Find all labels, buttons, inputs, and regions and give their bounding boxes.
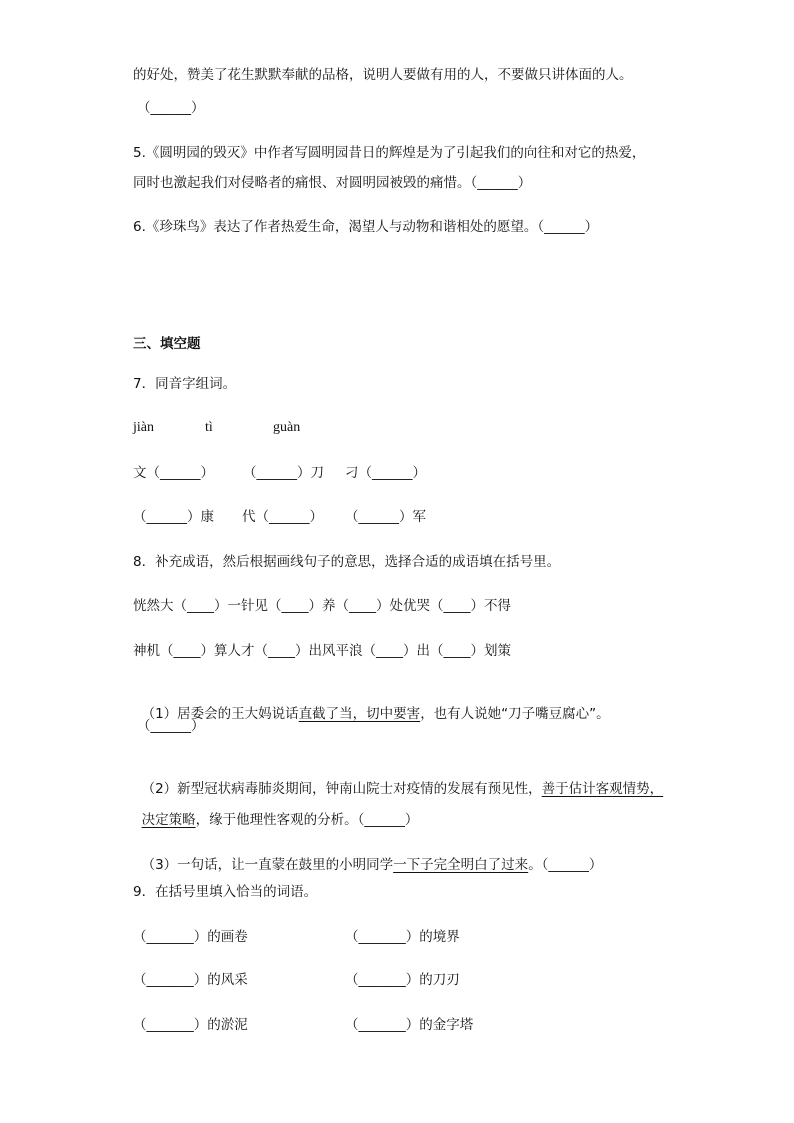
s3-post: 。（______） bbox=[528, 857, 603, 873]
q8-s1-answer[interactable]: （______） bbox=[137, 718, 205, 734]
s2-pre: （2）新型冠状病毒肺炎期间，钟南山院士对疫情的发展有预见性， bbox=[141, 781, 542, 797]
q4-tail-text: 的好处，赞美了花生默默奉献的品格，说明人要做有用的人，不要做只讲体面的人。 bbox=[133, 67, 633, 83]
s2-underline-1: 善于估计客观情势， bbox=[541, 781, 664, 797]
q4-answer-paren[interactable]: （______） bbox=[137, 100, 205, 116]
s3-underline: 一下子完全明白了过来 bbox=[393, 857, 529, 873]
q9-left-3[interactable]: （_______）的淤泥 bbox=[133, 1017, 248, 1033]
s2-post: ，缘于他理性客观的分析。（______） bbox=[195, 812, 419, 828]
q8-sentence-1 bbox=[133, 687, 610, 723]
q6-text: 6.《珍珠鸟》表达了作者热爱生命，渴望人与动物和谐相处的愿望。（______） bbox=[133, 219, 599, 235]
q9-left-1[interactable]: （_______）的画卷 bbox=[133, 929, 248, 945]
q8-prompt: 8．补充成语，然后根据画线句子的意思，选择合适的成语填在括号里。 bbox=[133, 554, 561, 570]
q7-r2-c1[interactable]: （______）康 bbox=[133, 509, 214, 525]
pinyin-guan: guàn bbox=[273, 420, 301, 435]
q7-prompt: 7．同音字组词。 bbox=[133, 376, 237, 392]
q5-line-1: 5.《圆明园的毁灭》中作者写圆明园昔日的辉煌是为了引起我们的向往和对它的热爱， bbox=[133, 145, 646, 161]
s1-underline: 直截了当，切中要害 bbox=[298, 706, 421, 722]
q9-prompt: 9．在括号里填入恰当的词语。 bbox=[133, 884, 318, 900]
q7-r1-c1[interactable]: 文（______） bbox=[133, 465, 214, 481]
q9-left-2[interactable]: （_______）的风采 bbox=[133, 972, 248, 988]
q9-right-2[interactable]: （_______）的刀刃 bbox=[345, 972, 460, 988]
q5-line-2: 同时也激起我们对侵略者的痛恨、对圆明园被毁的痛惜。（______） bbox=[133, 175, 532, 191]
pinyin-ti: tì bbox=[205, 420, 213, 435]
q7-r2-c3[interactable]: （______）军 bbox=[345, 509, 426, 525]
s1-post: ，也有人说她“刀子嘴豆腐心”。 bbox=[420, 706, 610, 722]
q7-r2-c2[interactable]: 代（______） bbox=[242, 509, 323, 525]
q7-r1-c2[interactable]: （______）刀 bbox=[243, 465, 324, 481]
section-title: 三、填空题 bbox=[133, 336, 201, 352]
q8-sentence-3 bbox=[133, 838, 602, 874]
q8-idioms-row-1: 恍然大（____）一针见（____）养（____）处优哭（____）不得 bbox=[133, 598, 511, 614]
s1-pre: （1）居委会的王大妈说话 bbox=[141, 706, 299, 722]
pinyin-jian: jiàn bbox=[133, 420, 154, 435]
q9-right-3[interactable]: （_______）的金字塔 bbox=[345, 1017, 474, 1033]
q8-idioms-row-2: 神机（____）算人才（____）出风平浪（____）出（____）划策 bbox=[133, 643, 511, 659]
s3-pre: （3）一句话，让一直蒙在鼓里的小明同学 bbox=[141, 857, 394, 873]
q8-sentence-2-line-2 bbox=[133, 793, 418, 829]
s2-underline-2: 决定策略 bbox=[141, 812, 196, 828]
q7-r1-c3[interactable]: 刁（______） bbox=[345, 465, 426, 481]
q9-right-1[interactable]: （_______）的境界 bbox=[345, 929, 460, 945]
